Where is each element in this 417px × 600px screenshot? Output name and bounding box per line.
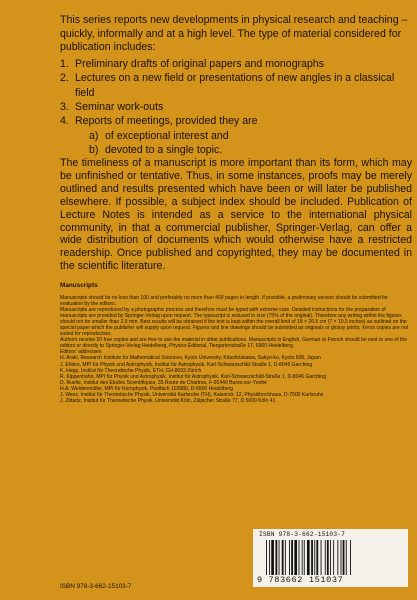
barcode-bar xyxy=(302,540,303,575)
barcode-bar xyxy=(314,540,315,575)
editor-address: J. Zittartz, Institut für Theoretische Physik, Universität Köln, Zülpicher Straße 77, D 5000 Köln 41 xyxy=(60,397,276,404)
manuscripts-preparation-paragraph: Manuscripts are reproduced by a photographic process and therefore must be typed with extreme care. Detailed instructions for the preparation of manuscripts are provided by Springer-Verlag upon request. The typescript is reduced in size (75% of the original). Therefore any writing within the figures should not be smaller than 2.5 mm. Best results will be obtained if the text is kept within the overall limit of 18 × 26.5 cm (7 × 10.5 inches) as outlined on the special paper which the publisher will supply upon request. Figures and line drawings should be submitted as originals or glossy prints; Xerox copies are not suited for reproduction. xyxy=(60,307,409,338)
material-list xyxy=(60,57,412,158)
editors-addresses-heading: Editors' addresses xyxy=(60,349,102,356)
list-item: 3. Seminar work-outs xyxy=(60,101,164,113)
barcode-digits: 9 783662 151037 xyxy=(257,575,344,585)
barcode-bar xyxy=(337,540,338,575)
barcode-bar xyxy=(307,540,310,575)
barcode-bar xyxy=(266,540,267,575)
barcode-bar xyxy=(304,540,305,575)
list-item: 1. Preliminary drafts of original papers and monographs xyxy=(60,57,325,70)
barcode-bar xyxy=(330,540,331,575)
list-item: 4. Reports of meetings, provided they are a) of exceptional interest and b) devoted to a single topic. xyxy=(60,114,412,157)
barcode-bar xyxy=(327,540,329,575)
manuscripts-length-paragraph: Manuscripts should be no less than 100 and preferably no more than 400 pages in length. If possible, a preliminary version should be submitted for evaluation by the editors. xyxy=(60,295,388,308)
barcode-bar xyxy=(333,540,334,575)
barcode-bar xyxy=(350,540,351,575)
barcode-bar xyxy=(321,540,322,575)
editor-address: H.A. Weidenmüller, MPI für Kernphysik, Postfach 103980, D-6900 Heidelberg xyxy=(60,385,233,392)
editors-address-list xyxy=(60,355,412,403)
barcode-bar xyxy=(346,540,347,575)
barcode-bar xyxy=(325,540,326,575)
list-item: 2. Lectures on a new field or presentations of new angles in a classical field xyxy=(60,72,395,99)
timeliness-paragraph: The timeliness of a manuscript is more important than its form, which may be unfinished or tentative. Thus, in some instances, proofs may be merely outlined and results presented which have been or will later be published elsewhere. If possible, a subject index should be included. Publication of Lecture Notes is intended as a service to the international physical community, in that a commercial publisher, Springer-Verlag, can offer a wide distribution of documents which would otherwise have a restricted readership. Once published and copyrighted, they may be documented in the scientific literature. xyxy=(60,157,412,273)
barcode-bar xyxy=(271,540,274,575)
barcode-bar xyxy=(311,540,313,575)
barcode-bar xyxy=(299,540,300,575)
manuscripts-heading: Manuscripts xyxy=(60,282,98,289)
barcode-bar xyxy=(282,540,284,575)
barcode-bar xyxy=(289,540,290,575)
editor-address: K. Hepp, Institut für Theoretische Physik, ETH, CH-8093 Zürich xyxy=(60,367,202,374)
series-description xyxy=(60,14,412,158)
barcode-bar xyxy=(294,540,297,575)
barcode-isbn-text: ISBN 978-3-662-15103-7 xyxy=(259,531,346,538)
manuscripts-section xyxy=(60,295,412,404)
editor-address: J. Ehlers, MPI für Physik und Astrophysik, Institut für Astrophysik, Karl-Schwarzschild-Straße 1, D-8046 Garching xyxy=(60,361,313,368)
meeting-conditions-list xyxy=(75,129,412,158)
editor-address: R. Kippenhahn, MPI für Physik und Astrophysik, Institut für Astrophysik, Karl-Schwarzschild-Straße 1, D-8046 Garching xyxy=(60,373,326,380)
barcode-bar xyxy=(316,540,318,575)
sublist-item: a) of exceptional interest and xyxy=(89,129,229,142)
editor-address: J. Wess, Institut für Theoretische Physik, Universität Karlsruhe (TH), Kaiserstr. 12, Physikhochhaus, D-7500 Karlsruhe xyxy=(60,391,324,398)
barcode-bar xyxy=(341,540,342,575)
barcode-bar xyxy=(343,540,345,575)
sublist-item: b) devoted to a single topic. xyxy=(89,144,223,157)
barcode-label xyxy=(253,529,408,587)
intro-paragraph: This series reports new developments in physical research and teaching – quickly, informally and at a high level. The type of material considered for publication includes: xyxy=(60,14,408,54)
editor-address: D. Ruelle, Institut des Etudes Scientifiques, 35 Route de Chartres, F-91440 Bures-sur-Yvette xyxy=(60,379,267,386)
barcode-bar xyxy=(285,540,286,575)
barcode-bar xyxy=(275,540,277,575)
manuscripts-authors-paragraph: Authors receive 50 free copies and are free to use the material in other publications. Manuscripts in English, German or French should be sent to one of the editors or directly to Springer-Verlag Heidelberg, Physics Editorial, Tiergartenstraße 17, 6900 Heidelberg. xyxy=(60,337,408,350)
barcode-bar xyxy=(291,540,293,575)
editor-address: H. Araki, Research Institute for Mathematical Sciences, Kyoto University, Kitashirakawa, Sakyo-ku, Kyoto 606, Japan xyxy=(60,355,321,362)
isbn-line: ISBN 978-3-662-15103-7 xyxy=(60,583,132,590)
barcode-bar xyxy=(279,540,280,575)
barcode-bar xyxy=(269,540,270,575)
barcode-icon xyxy=(266,540,402,575)
